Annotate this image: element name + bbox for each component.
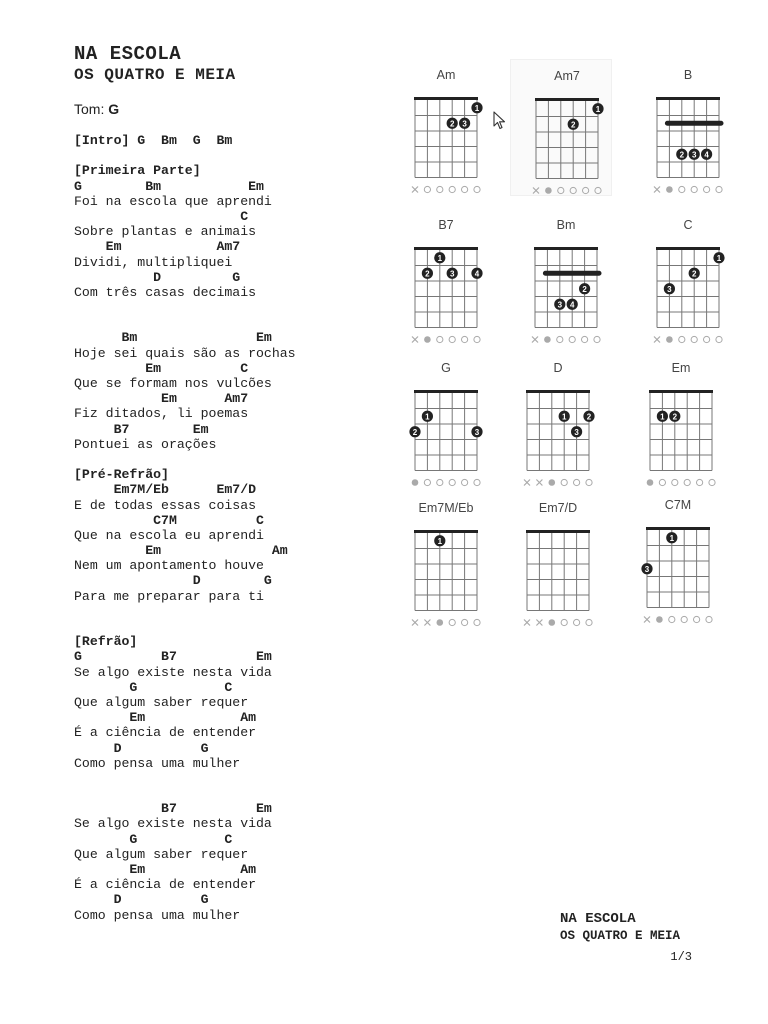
finger-number: 1 [474,103,480,113]
chord-name: C [683,218,693,232]
open-string-mark [437,336,443,342]
nut [526,530,590,533]
open-string-mark [586,619,592,625]
bass-string-mark [666,336,673,343]
open-string-mark [462,479,468,485]
open-string-mark [716,336,722,342]
lyric-line: É a ciência de entender [74,725,257,741]
chord-line: C7M C [74,512,264,528]
muted-string-mark [644,617,650,623]
open-string-mark [691,186,697,192]
open-string-mark [474,619,480,625]
open-string-mark [462,186,468,192]
finger-number: 2 [449,119,455,129]
chord-line: Bm Em [74,330,272,346]
finger-number: 1 [660,412,665,422]
section-line: [Pré-Refrão] [74,467,169,483]
lyric-line: Que algum saber requer [74,846,249,862]
open-string-mark [694,616,700,622]
chord-name: D [553,361,563,375]
footer-song-artist: OS QUATRO E MEIA [560,929,681,943]
finger-number: 1 [561,412,567,422]
chord-line: Em C [74,360,249,376]
finger-number: 1 [669,533,675,543]
open-string-mark [583,187,589,193]
finger-number: 4 [704,150,709,160]
intro-line: [Intro] G Bm G Bm [74,133,233,148]
bass-string-mark [424,336,431,343]
open-string-mark [561,479,567,485]
open-string-mark [697,479,703,485]
open-string-mark [462,336,468,342]
lyric-line: Sobre plantas e animais [74,224,257,240]
muted-string-mark [412,187,418,193]
chord-line: D G [74,892,209,908]
chord-line: B7 Em [74,421,209,437]
chord-line: C [74,208,249,224]
open-string-mark [449,479,455,485]
chord-line: D G [74,269,241,285]
finger-number: 3 [449,269,455,279]
chord-diagram [390,492,490,627]
chord-diagram [510,209,610,344]
open-string-mark [557,336,563,342]
open-string-mark [474,479,480,485]
chord-line: G B7 Em [74,649,272,665]
chord-diagram [390,59,490,194]
lyric-line: Para me preparar para ti [74,588,264,604]
chord-line: G C [74,679,233,695]
section-line: [Primeira Parte] [74,163,201,179]
open-string-mark [570,187,576,193]
muted-string-mark [524,620,530,626]
lyric-line: Foi na escola que aprendi [74,193,272,209]
lyric-line: Dividi, multipliquei [74,254,233,270]
chord-line: Em Am7 [74,391,249,407]
bass-string-mark [437,619,444,626]
open-string-mark [669,616,675,622]
chord-diagram [622,489,722,624]
bass-string-mark [549,619,556,626]
mouse-cursor-icon [493,111,507,131]
finger-number: 2 [691,269,697,279]
lyric-line: Que algum saber requer [74,694,249,710]
finger-number: 3 [462,119,467,129]
blank-line [74,771,374,786]
finger-number: 2 [586,412,592,422]
lyric-line: E de todas essas coisas [74,497,257,513]
lyric-line: Como pensa uma mulher [74,907,241,923]
open-string-mark [681,616,687,622]
open-string-mark [672,479,678,485]
open-string-mark [582,336,588,342]
bass-string-mark [544,336,551,343]
chord-diagram [502,352,602,487]
open-string-mark [424,186,430,192]
finger-number: 1 [425,412,430,422]
open-string-mark [595,187,601,193]
muted-string-mark [533,188,539,194]
finger-number: 3 [667,284,672,294]
finger-number: 2 [570,120,576,130]
chord-line: D G [74,573,272,589]
open-string-mark [706,616,712,622]
open-string-mark [462,619,468,625]
chord-line: B7 Em [74,801,272,817]
chord-name: G [441,361,451,375]
chord-line: G Bm Em [74,178,264,194]
song-artist: OS QUATRO E MEIA [74,66,236,84]
muted-string-mark [654,337,660,343]
blank-line [74,786,374,801]
open-string-mark [424,479,430,485]
chord-name: Am [436,68,456,82]
open-string-mark [716,186,722,192]
page-number: 1/3 [670,950,692,964]
open-string-mark [704,336,710,342]
open-string-mark [586,479,592,485]
blank-line [74,604,374,619]
footer-song-title: NA ESCOLA [560,911,636,927]
finger-number: 1 [595,104,601,114]
bass-string-mark [549,479,556,486]
open-string-mark [574,619,580,625]
open-string-mark [558,187,564,193]
open-string-mark [709,479,715,485]
section-line: [Refrão] [74,634,138,650]
open-string-mark [474,186,480,192]
nut [646,527,710,530]
chord-name: B [683,68,693,82]
chord-line: Em Am7 [74,239,241,255]
lyric-line: Nem um apontamento houve [74,558,264,574]
finger-number: 1 [437,253,443,263]
finger-number: 2 [425,269,430,279]
nut [414,390,478,393]
chord-name: Am7 [554,69,580,83]
lyric-line: É a ciência de entender [74,877,257,893]
finger-number: 2 [679,150,685,160]
open-string-mark [474,336,480,342]
chord-line: Em Am [74,710,257,726]
finger-number: 4 [474,269,480,279]
finger-number: 3 [691,150,697,160]
lyric-line: Como pensa uma mulher [74,755,241,771]
open-string-mark [561,619,567,625]
open-string-mark [704,186,710,192]
chord-diagram [632,209,732,344]
finger-number: 4 [569,300,575,310]
lyric-line: Fiz ditados, li poemas [74,406,249,422]
nut [534,247,598,250]
chord-line: Em Am [74,543,288,559]
open-string-mark [691,336,697,342]
finger-number: 2 [672,412,678,422]
chord-diagram [390,352,490,487]
open-string-mark [437,186,443,192]
open-string-mark [449,619,455,625]
chord-line: D G [74,740,209,756]
finger-number: 1 [716,253,722,263]
open-string-mark [659,479,665,485]
open-string-mark [449,336,455,342]
lyric-line: Com três casas decimais [74,284,257,300]
muted-string-mark [412,620,418,626]
song-key-label: Tom: [74,101,105,117]
open-string-mark [684,479,690,485]
bass-string-mark [666,186,673,193]
chord-diagram [502,492,602,627]
nut [656,97,720,100]
open-string-mark [679,336,685,342]
chord-diagram [625,352,725,487]
finger-number: 1 [437,536,443,546]
chord-diagrams [380,55,730,615]
lyric-line: Se algo existe nesta vida [74,816,272,832]
finger-number: 3 [474,427,480,437]
open-string-mark [679,186,685,192]
open-string-mark [594,336,600,342]
nut [649,390,713,393]
lyric-line: Se algo existe nesta vida [74,664,272,680]
finger-number: 3 [644,564,650,574]
chord-name: C7M [664,498,692,512]
muted-string-mark [524,480,530,486]
open-string-mark [574,479,580,485]
nut [526,390,590,393]
bass-string-mark [656,616,663,623]
song-title: NA ESCOLA [74,43,182,65]
nut [535,98,599,101]
lyric-line: Que se formam nos vulcões [74,376,272,391]
muted-string-mark [536,620,542,626]
muted-string-mark [654,187,660,193]
nut [414,97,478,100]
open-string-mark [449,186,455,192]
lyric-line: Hoje sei quais são as rochas [74,345,296,361]
chord-name: Bm [556,218,576,232]
bass-string-mark [647,479,654,486]
chord-diagram [510,59,612,196]
open-string-mark [569,336,575,342]
chord-line: G C [74,831,233,847]
chord-name: Em7M/Eb [418,501,474,515]
chord-diagram [632,59,732,194]
open-string-mark [437,479,443,485]
song-body [74,133,374,923]
blank-line [74,619,374,634]
song-key [74,101,119,117]
finger-number: 3 [574,427,579,437]
blank-line [74,148,374,163]
muted-string-mark [412,337,418,343]
chord-name: B7 [438,218,454,232]
lyric-line: Que na escola eu aprendi [74,527,264,543]
chord-name: Em [671,361,691,375]
muted-string-mark [536,480,542,486]
nut [656,247,720,250]
chord-name: Em7/D [538,501,578,515]
finger-number: 2 [582,284,587,294]
muted-string-mark [532,337,538,343]
nut [414,530,478,533]
chord-line: Em Am [74,862,257,877]
bass-string-mark [412,479,419,486]
blank-line [74,315,374,330]
finger-number: 2 [412,427,418,437]
bass-string-mark [545,187,552,194]
chord-diagram [390,209,490,344]
muted-string-mark [424,620,430,626]
blank-line [74,300,374,315]
song-key-value: G [108,101,120,117]
chord-line: Em7M/Eb Em7/D [74,482,257,498]
nut [414,247,478,250]
blank-line [74,452,374,467]
finger-number: 3 [557,300,563,310]
lyric-line: Pontuei as orações [74,436,217,452]
